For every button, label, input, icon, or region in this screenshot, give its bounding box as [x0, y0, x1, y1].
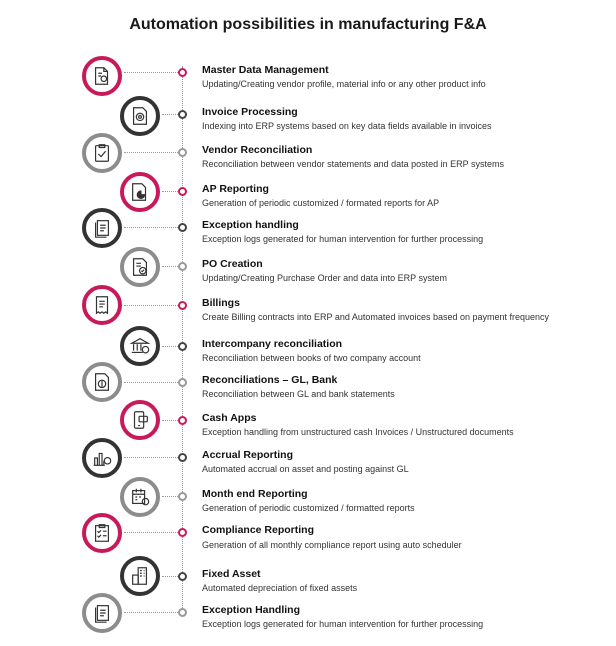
document-settings-icon	[82, 56, 122, 96]
item-title: Exception handling	[202, 219, 299, 231]
timeline-dot	[178, 223, 187, 232]
page-title: Automation possibilities in manufacturing F&A	[129, 16, 487, 33]
bill-icon	[82, 285, 122, 325]
stacked-documents-icon	[82, 208, 122, 248]
item-description: Reconciliation between vendor statements and data posted in ERP systems	[202, 159, 505, 169]
timeline-dot	[178, 416, 187, 425]
item-description: Exception handling from unstructured cash Invoices / Unstructured documents	[202, 427, 514, 437]
bank-icon	[120, 326, 160, 366]
item-title: Reconciliations – GL, Bank	[202, 374, 338, 386]
clipboard-check-icon	[82, 133, 122, 173]
timeline-dot	[178, 608, 187, 617]
item-description: Generation of periodic customized / formatted reports	[202, 503, 415, 513]
item-title: Accrual Reporting	[202, 449, 294, 461]
timeline-dot	[178, 68, 187, 77]
checklist-icon	[82, 513, 122, 553]
item-title: Master Data Management	[202, 64, 329, 76]
item-title: Exception Handling	[202, 604, 301, 616]
item-description: Automated accrual on asset and posting against GL	[202, 464, 409, 474]
item-description: Updating/Creating vendor profile, material info or any other product info	[202, 79, 486, 89]
item-title: Vendor Reconciliation	[202, 144, 313, 156]
item-description: Generation of periodic customized / formated reports for AP	[202, 198, 440, 208]
timeline-dot	[178, 148, 187, 157]
pie-report-icon	[120, 172, 160, 212]
timeline-dot	[178, 492, 187, 501]
timeline-dot	[178, 187, 187, 196]
item-title: Month end Reporting	[202, 488, 308, 500]
item-title: PO Creation	[202, 258, 263, 270]
item-title: Fixed Asset	[202, 568, 261, 580]
item-description: Exception logs generated for human intervention for further processing	[202, 619, 484, 629]
connector-line	[124, 152, 180, 153]
connector-line	[124, 457, 180, 458]
item-title: Intercompany reconciliation	[202, 338, 343, 350]
item-title: Cash Apps	[202, 412, 257, 424]
invoice-gear-icon	[120, 96, 160, 136]
item-description: Generation of all monthly compliance report using auto scheduler	[202, 540, 462, 550]
connector-line	[124, 532, 180, 533]
connector-line	[124, 612, 180, 613]
timeline-dot	[178, 110, 187, 119]
item-description: Reconciliation between books of two company account	[202, 353, 421, 363]
item-description: Indexing into ERP systems based on key data fields available in invoices	[202, 121, 492, 131]
item-description: Create Billing contracts into ERP and Automated invoices based on payment frequency	[202, 312, 550, 322]
item-title: Invoice Processing	[202, 106, 298, 118]
timeline-dot	[178, 453, 187, 462]
document-check-icon	[120, 247, 160, 287]
connector-line	[124, 305, 180, 306]
timeline-dot	[178, 378, 187, 387]
connector-line	[124, 227, 180, 228]
item-description: Reconciliation between GL and bank statements	[202, 389, 395, 399]
timeline-dot	[178, 572, 187, 581]
document-dollar-icon	[82, 362, 122, 402]
timeline-dot	[178, 528, 187, 537]
timeline-dot	[178, 342, 187, 351]
item-title: AP Reporting	[202, 183, 269, 195]
connector-line	[124, 72, 180, 73]
bar-chart-dollar-icon	[82, 438, 122, 478]
timeline-dot	[178, 301, 187, 310]
building-icon	[120, 556, 160, 596]
item-description: Exception logs generated for human intervention for further processing	[202, 234, 484, 244]
stacked-documents-icon	[82, 593, 122, 633]
mobile-payment-icon	[120, 400, 160, 440]
item-description: Automated depreciation of fixed assets	[202, 583, 358, 593]
calendar-dollar-icon	[120, 477, 160, 517]
item-title: Compliance Reporting	[202, 524, 315, 536]
item-title: Billings	[202, 297, 240, 309]
item-description: Updating/Creating Purchase Order and data into ERP system	[202, 273, 447, 283]
timeline-dot	[178, 262, 187, 271]
connector-line	[124, 382, 180, 383]
